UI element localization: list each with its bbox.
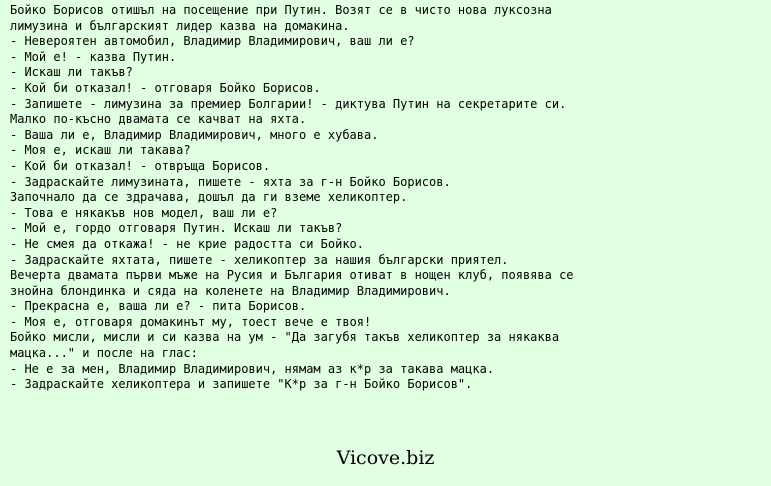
joke-line: - Кой би отказал! - отговаря Бойко Борисов. [10,80,321,95]
joke-line: Вечерта двамата първи мъже на Русия и България отиват в нощен клуб, появява се [10,268,574,283]
joke-line: - Ваша ли е, Владимир Владимирович, много е хубава. [10,127,379,142]
joke-line: - Кой би отказал! - отвръща Борисов. [10,158,271,173]
joke-line: - Невероятен автомобил, Владимир Владимирович, ваш ли е? [10,34,415,49]
joke-line: Започнало да се здрачава, дошъл да ги вземе хеликоптер. [10,190,408,205]
joke-line: - Прекрасна е, ваша ли е? - пита Борисов. [10,299,307,314]
joke-line: - Задраскайте яхтата, пишете - хеликоптер за нашия български приятел. [10,252,509,267]
joke-line: - Запишете - лимузина за премиер Болгарии! - диктува Путин на секретарите си. [10,96,567,111]
joke-line: знойна блондинка и сяда на коленете на Владимир Владимирович. [10,283,451,298]
site-watermark: Vicove.biz [336,447,435,469]
joke-line: Бойко мисли, мисли и си казва на ум - "Да загубя такъв хеликоптер за някаква [10,330,560,345]
joke-line: лимузина и българският лидер казва на домакина. [10,18,350,33]
joke-line: - Задраскайте хеликоптера и запишете "К*р за г-н Бойко Борисов". [10,377,473,392]
joke-line: - Това е някакъв нов модел, ваш ли е? [10,205,278,220]
joke-line: - Моя е, отговаря домакинът му, тоест вече е твоя! [10,314,372,329]
joke-line: - Не смея да откажа! - не крие радостта си Бойко. [10,236,365,251]
joke-line: - Не е за мен, Владимир Владимирович, нямам аз к*р за такава мацка. [10,361,495,376]
joke-text [10,3,765,393]
joke-line: - Задраскайте лимузината, пишете - яхта за г-н Бойко Борисов. [10,174,451,189]
joke-line: Малко по-късно двамата се качват на яхта. [10,112,307,127]
joke-line: - Моя е, искаш ли такава? [10,143,191,158]
joke-line: - Мой е! - казва Путин. [10,49,177,64]
joke-line: - Искаш ли такъв? [10,65,133,80]
joke-line: Бойко Борисов отишъл на посещение при Путин. Возят се в чисто нова луксозна [10,3,552,17]
joke-line: мацка..." и после на глас: [10,346,198,361]
joke-line: - Мой е, гордо отговаря Путин. Искаш ли такъв? [10,221,343,236]
